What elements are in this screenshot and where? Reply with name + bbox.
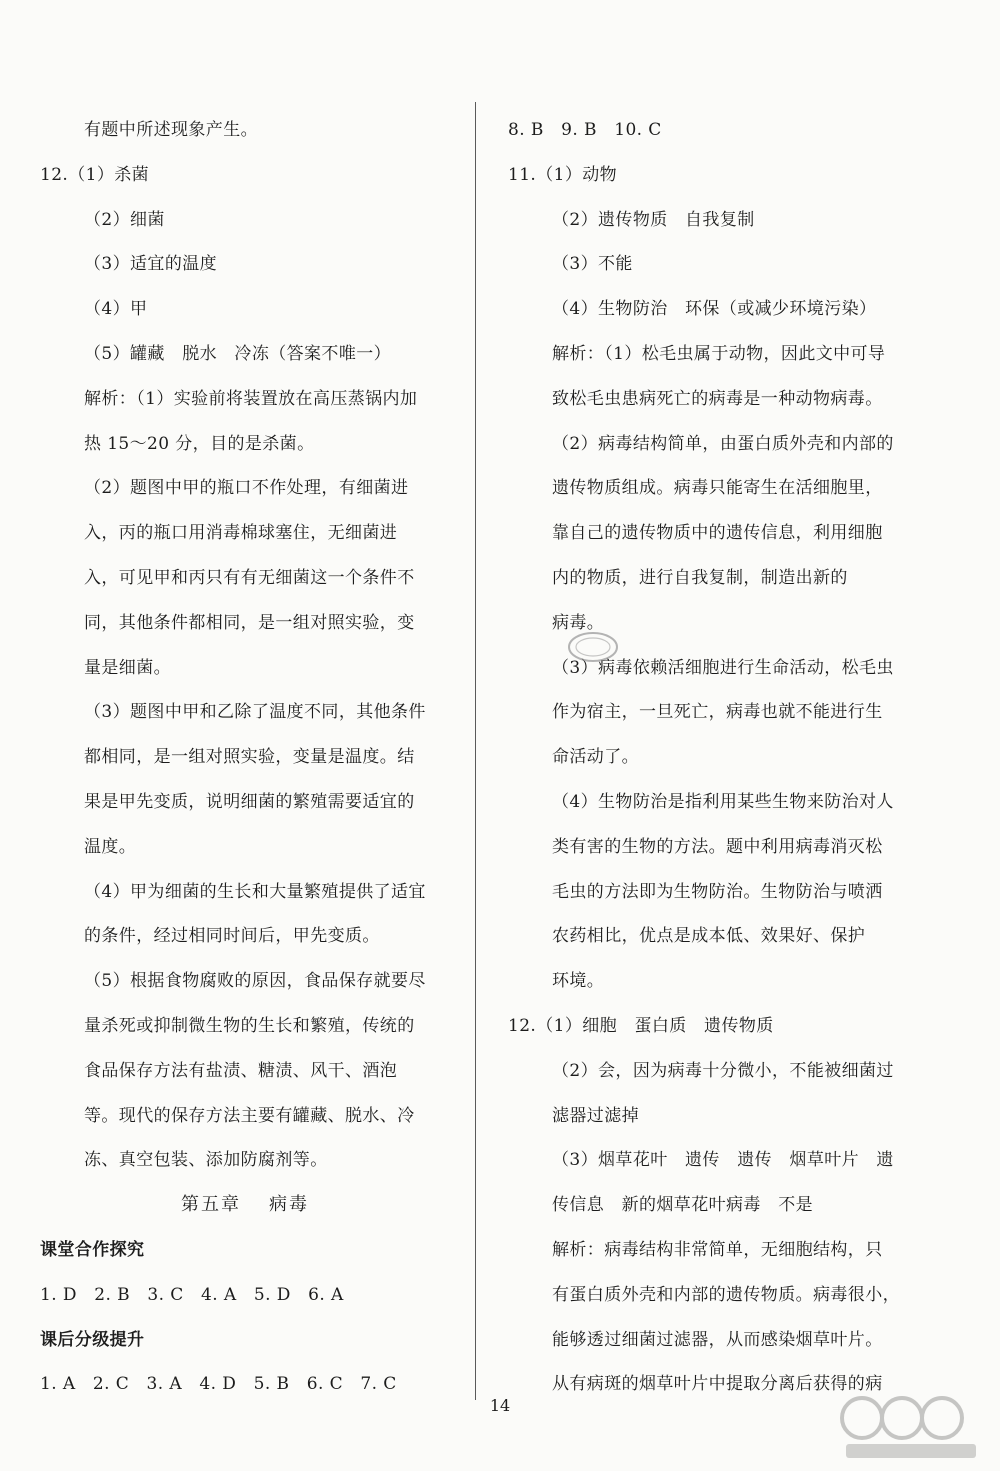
page-number: 14 — [489, 1396, 511, 1415]
text-line: 作为宿主，一旦死亡，病毒也就不能进行生 — [552, 702, 883, 723]
text-line: 11.（1）动物 — [508, 164, 618, 185]
text-line: 等。现代的保存方法主要有罐藏、脱水、冷 — [84, 1105, 415, 1126]
text-line: 从有病斑的烟草叶片中提取分离后获得的病 — [552, 1374, 883, 1395]
text-line: （4）甲为细菌的生长和大量繁殖提供了适宜 — [84, 881, 426, 902]
text-line: 12.（1）杀菌 — [40, 164, 150, 185]
text-line: 有蛋白质外壳和内部的遗传物质。病毒很小， — [552, 1284, 900, 1305]
watermark-logo-icon — [836, 1392, 986, 1464]
text-line: 8. B 9. B 10. C — [508, 120, 662, 140]
text-line: 环境。 — [552, 971, 605, 992]
text-line: 量杀死或抑制微生物的生长和繁殖，传统的 — [84, 1015, 415, 1036]
text-line: 热 15～20 分，目的是杀菌。 — [84, 433, 315, 454]
section-heading: 课后分级提升 — [40, 1329, 145, 1350]
text-line: 入，丙的瓶口用消毒棉球塞住，无细菌进 — [84, 523, 398, 544]
text-line: 都相同，是一组对照实验，变量是温度。结 — [84, 747, 415, 768]
text-line: 命活动了。 — [552, 747, 639, 768]
text-line: （2）会，因为病毒十分微小，不能被细菌过 — [552, 1060, 894, 1081]
text-line: 冻、真空包装、添加防腐剂等。 — [84, 1150, 328, 1171]
text-line: 滤器过滤掉 — [552, 1105, 639, 1126]
right-column — [508, 108, 928, 1407]
text-line: （4）甲 — [84, 299, 148, 320]
text-line: （3）烟草花叶 遗传 遗传 烟草叶片 遗 — [552, 1150, 894, 1171]
text-line: （2）病毒结构简单，由蛋白质外壳和内部的 — [552, 433, 894, 454]
text-line: 致松毛虫患病死亡的病毒是一种动物病毒。 — [552, 388, 883, 409]
text-line: 病毒。 — [552, 612, 605, 633]
text-line: （4）生物防治是指利用某些生物来防治对人 — [552, 791, 894, 812]
text-line: （2）遗传物质 自我复制 — [552, 209, 755, 230]
text-line: 类有害的生物的方法。题中利用病毒消灭松 — [552, 836, 883, 857]
text-line: （2）题图中甲的瓶口不作处理，有细菌进 — [84, 478, 409, 499]
text-line: 食品保存方法有盐渍、糖渍、风干、酒泡 — [84, 1060, 398, 1081]
answer-line: 1. D 2. B 3. C 4. A 5. D 6. A — [40, 1284, 344, 1305]
text-line: 果是甲先变质，说明细菌的繁殖需要适宜的 — [84, 791, 415, 812]
text-line: 量是细菌。 — [84, 657, 171, 678]
stamp-mark-icon — [566, 630, 620, 664]
text-line: 能够透过细菌过滤器，从而感染烟草叶片。 — [552, 1329, 883, 1350]
answer-line: 1. A 2. C 3. A 4. D 5. B 6. C 7. C — [40, 1374, 397, 1395]
chapter-number: 第五章 — [181, 1194, 241, 1216]
column-divider — [475, 102, 476, 1400]
text-line: 传信息 新的烟草花叶病毒 不是 — [552, 1195, 813, 1216]
text-line: （3）适宜的温度 — [84, 254, 218, 275]
text-line: 的条件，经过相同时间后，甲先变质。 — [84, 926, 380, 947]
chapter-title: 病毒 — [269, 1194, 309, 1216]
text-line: （4）生物防治 环保（或减少环境污染） — [552, 299, 877, 320]
text-line: （2）细菌 — [84, 209, 165, 230]
section-heading: 课堂合作探究 — [40, 1239, 145, 1260]
left-column — [40, 108, 450, 1407]
text-line: 温度。 — [84, 836, 137, 857]
text-line: 入，可见甲和丙只有有无细菌这一个条件不 — [84, 567, 415, 588]
text-line: （5）罐藏 脱水 冷冻（答案不唯一） — [84, 343, 392, 364]
text-line: 毛虫的方法即为生物防治。生物防治与喷洒 — [552, 881, 883, 902]
text-line: 解析：（1）实验前将装置放在高压蒸锅内加 — [84, 388, 418, 409]
text-line: （3）题图中甲和乙除了温度不同，其他条件 — [84, 702, 426, 723]
text-line: （5）根据食物腐败的原因，食品保存就要尽 — [84, 971, 426, 992]
text-line: 解析：（1）松毛虫属于动物，因此文中可导 — [552, 343, 886, 364]
text-line: （3）病毒依赖活细胞进行生命活动，松毛虫 — [552, 657, 894, 678]
text-line: 农药相比，优点是成本低、效果好、保护 — [552, 926, 866, 947]
chapter-heading — [40, 1183, 450, 1228]
text-line: 12.（1）细胞 蛋白质 遗传物质 — [508, 1015, 774, 1036]
text-line: 有题中所述现象产生。 — [84, 120, 258, 140]
text-line: （3）不能 — [552, 254, 633, 275]
text-line: 靠自己的遗传物质中的遗传信息，利用细胞 — [552, 523, 883, 544]
text-line: 解析：病毒结构非常简单，无细胞结构，只 — [552, 1239, 883, 1260]
text-line: 遗传物质组成。病毒只能寄生在活细胞里， — [552, 478, 883, 499]
text-line: 内的物质，进行自我复制，制造出新的 — [552, 567, 848, 588]
text-line: 同，其他条件都相同，是一组对照实验，变 — [84, 612, 415, 633]
